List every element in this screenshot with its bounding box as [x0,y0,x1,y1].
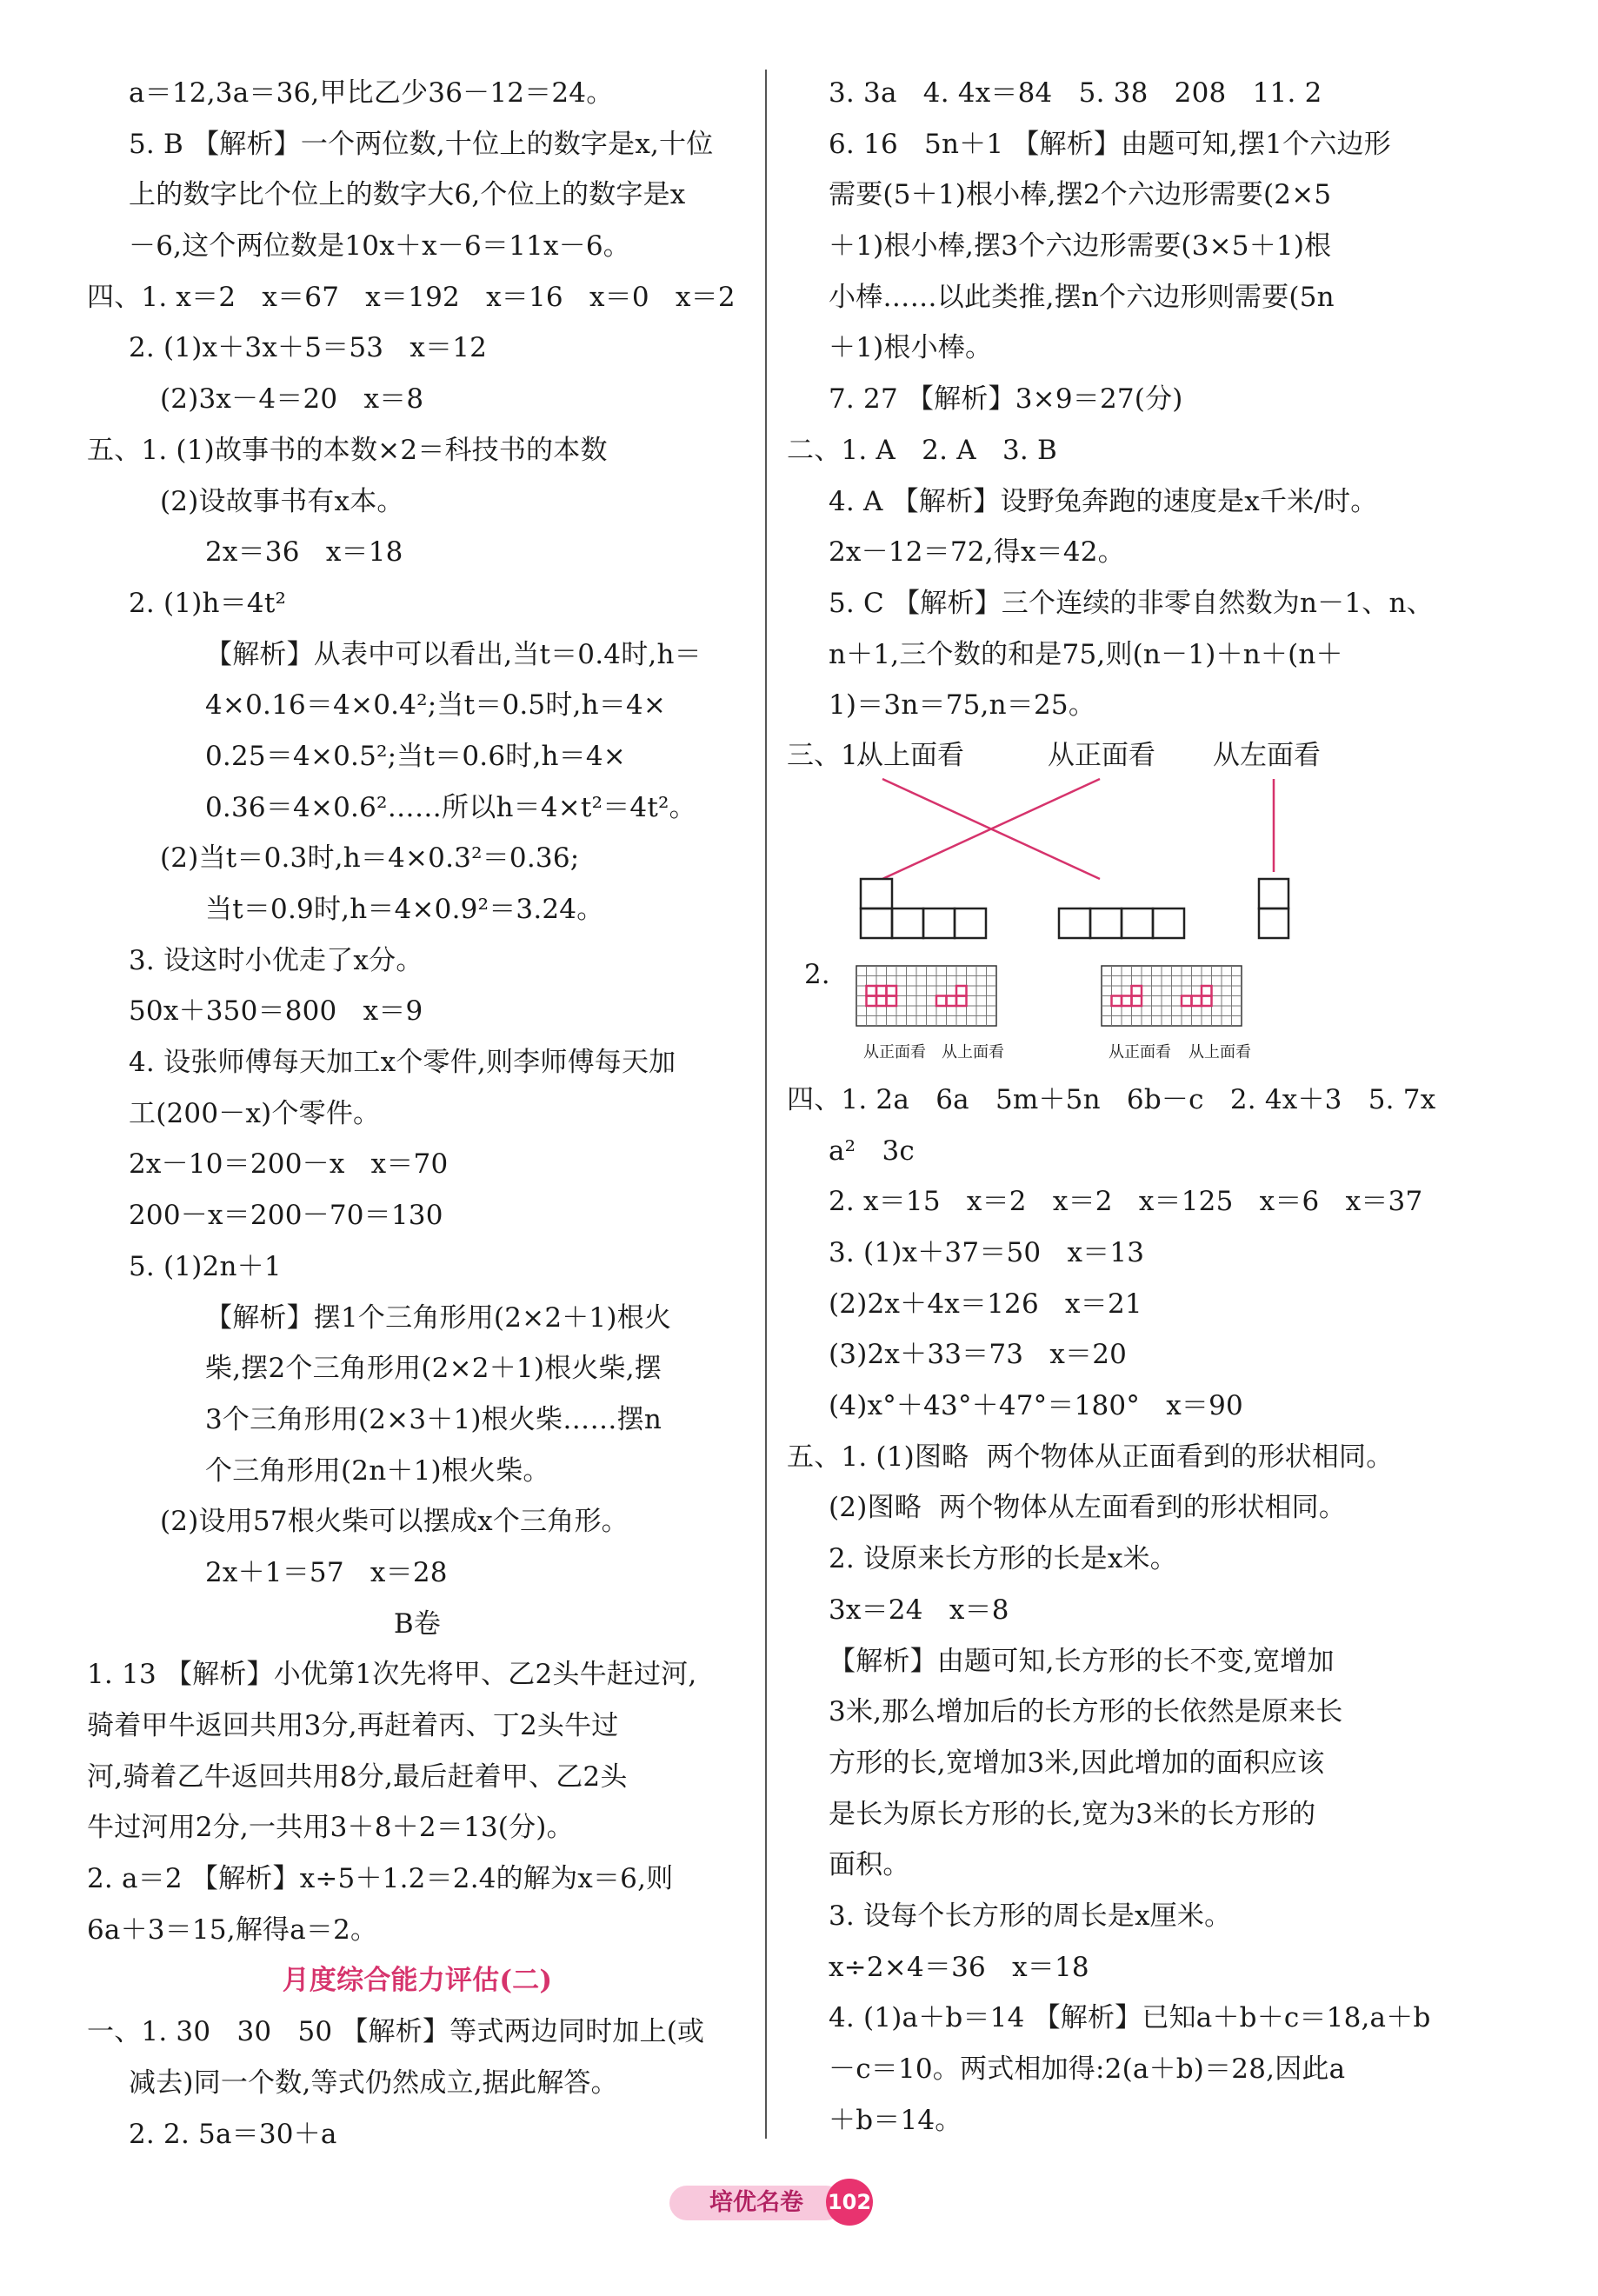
label-view-front: 从正面看 [1048,739,1155,771]
right-top-line-12: 1)＝3n＝75,n＝25。 [829,689,1096,722]
right-bottom-line-7: 五、1. (1)图略 两个物体从正面看到的形状相同。 [787,1441,1394,1473]
label-view-left: 从左面看 [1213,739,1321,771]
right-top-line-11: n＋1,三个数的和是75,则(n－1)＋n＋(n＋ [829,638,1343,670]
grid-label-front-b: 从正面看 [1109,1042,1171,1061]
shape-row-view [1059,908,1184,938]
left-line-10: 2. (1)h＝4t² [129,587,287,619]
grid-highlight-cell [947,995,957,1006]
left-line-36: 6a＋3＝15,解得a＝2。 [87,1913,378,1946]
left-line-34: 牛过河用2分,一共用3＋8＋2＝13(分)。 [87,1812,574,1844]
grid-highlight-cell [876,995,887,1006]
grid-highlight-cell [876,986,887,996]
right-top-line-3: ＋1)根小棒,摆3个六边形需要(3×5＋1)根 [829,230,1332,263]
grid-highlight-cell [1202,995,1212,1006]
right-bottom-line-11: 【解析】由题可知,长方形的长不变,宽增加 [829,1645,1335,1677]
left-line-11: 【解析】从表中可以看出,当t＝0.4时,h＝ [205,638,702,670]
left-line-40: 2. 2. 5a＝30＋a [129,2118,337,2150]
left-line-28: (2)设用57根火柴可以摆成x个三角形。 [160,1506,629,1538]
q2-number: 2. [804,958,830,990]
shape-l-view [861,879,986,938]
grid-highlight-cell [887,986,897,996]
left-line-19: 4. 设张师傅每天加工x个零件,则李师傅每天加 [129,1047,676,1079]
right-bottom-line-14: 是长为原长方形的长,宽为3米的长方形的 [829,1798,1316,1830]
right-bottom-line-3: 3. (1)x＋37＝50 x＝13 [829,1237,1145,1268]
q1-number: 三、1. [787,739,867,771]
right-top-lines [787,68,1456,731]
left-line-9: 2x＝36 x＝18 [205,536,403,569]
left-line-1: 5. B 【解析】一个两位数,十位上的数字是x,十位 [129,128,714,160]
left-line-27: 个三角形用(2n＋1)根火柴。 [205,1454,550,1487]
grid-highlight-cell [1202,986,1212,996]
right-bottom-line-13: 方形的长,宽增加3米,因此增加的面积应该 [829,1747,1325,1779]
left-line-29: 2x＋1＝57 x＝28 [205,1556,448,1588]
grid-highlight-cell [1112,995,1122,1006]
three-view-svg [787,731,1456,1075]
label-view-top: 从上面看 [856,739,964,771]
grid-diagram-a [856,966,996,1026]
left-line-35: 2. a＝2 【解析】x÷5＋1.2＝2.4的解为x＝6,则 [87,1863,674,1895]
left-line-32: 骑着甲牛返回共用3分,再赶着丙、丁2头牛过 [87,1710,619,1741]
footer-brand: 培优名卷 [669,2186,843,2220]
left-line-22: 200－x＝200－70＝130 [129,1200,443,1232]
right-bottom-line-8: (2)图略 两个物体从左面看到的形状相同。 [829,1492,1347,1524]
grid-highlight-cell [1132,995,1142,1006]
right-bottom-line-2: 2. x＝15 x＝2 x＝2 x＝125 x＝6 x＝37 [829,1186,1423,1218]
right-bottom-line-0: 四、1. 2a 6a 5m＋5n 6b－c 2. 4x＋3 5. 7x [787,1083,1436,1115]
left-line-33: 河,骑着乙牛返回共用8分,最后赶着甲、乙2头 [87,1760,628,1793]
grid-diagram-b [1102,966,1242,1026]
left-line-3: －6,这个两位数是10x＋x－6＝11x－6。 [129,230,630,263]
left-line-30: B卷 [393,1607,442,1640]
grid-label-front-a: 从正面看 [863,1042,926,1061]
left-line-6: (2)3x－4＝20 x＝8 [160,383,424,416]
left-line-31: 1. 13 【解析】小优第1次先将甲、乙2头牛赶过河, [87,1659,697,1691]
page-number: 102 [826,2179,873,2226]
left-line-21: 2x－10＝200－x x＝70 [129,1148,449,1181]
right-bottom-line-16: 3. 设每个长方形的周长是x厘米。 [829,1900,1232,1932]
grid-highlight-cell [956,986,967,996]
right-top-line-5: ＋1)根小棒。 [829,332,993,364]
left-line-17: 3. 设这时小优走了x分。 [129,944,423,976]
left-line-39: 减去)同一个数,等式仍然成立,据此解答。 [129,2066,618,2099]
grid-highlight-cell [867,995,877,1006]
left-line-5: 2. (1)x＋3x＋5＝53 x＝12 [129,332,488,364]
grid-highlight-cell [887,995,897,1006]
left-line-25: 柴,摆2个三角形用(2×2＋1)根火柴,摆 [205,1353,662,1385]
column-divider [765,70,767,2139]
right-column [787,68,1456,2146]
left-line-16: 当t＝0.9时,h＝4×0.9²＝3.24。 [205,894,604,925]
right-bottom-line-18: 4. (1)a＋b＝14 【解析】已知a＋b＋c＝18,a＋b [829,2002,1431,2034]
right-top-line-7: 二、1. A 2. A 3. B [787,434,1057,466]
right-bottom-line-10: 3x＝24 x＝8 [829,1594,1009,1626]
grid-label-top-a: 从上面看 [942,1042,1004,1061]
left-line-24: 【解析】摆1个三角形用(2×2＋1)根火 [205,1301,672,1334]
right-bottom-line-19: －c＝10。两式相加得:2(a＋b)＝28,因此a [829,2053,1346,2085]
right-top-line-0: 3. 3a 4. 4x＝84 5. 38 208 11. 2 [829,77,1322,109]
left-line-38: 一、1. 30 30 50 【解析】等式两边同时加上(或 [87,2016,705,2048]
grid-highlight-cell [1182,995,1192,1006]
left-line-37: 月度综合能力评估(二) [282,1965,553,1997]
left-line-26: 3个三角形用(2×3＋1)根火柴……摆n [205,1403,663,1435]
grid-highlight-cell [867,986,877,996]
grid-highlight-cell [1192,995,1202,1006]
right-bottom-line-17: x÷2×4＝36 x＝18 [829,1951,1089,1983]
right-bottom-line-5: (3)2x＋33＝73 x＝20 [829,1339,1128,1371]
grid-highlight-cell [936,995,947,1006]
left-line-14: 0.36＝4×0.6²……所以h＝4×t²＝4t²。 [205,791,696,823]
right-top-line-10: 5. C 【解析】三个连续的非零自然数为n－1、n、 [829,587,1434,619]
right-bottom-line-1: a² 3c [829,1135,915,1167]
left-line-18: 50x＋350＝800 x＝9 [129,995,423,1028]
left-line-4: 四、1. x＝2 x＝67 x＝192 x＝16 x＝0 x＝2 [87,281,736,313]
left-line-20: 工(200－x)个零件。 [129,1097,381,1129]
right-bottom-line-20: ＋b＝14。 [829,2104,962,2136]
left-line-0: a＝12,3a＝36,甲比乙少36－12＝24。 [129,77,614,109]
right-top-line-1: 6. 16 5n＋1 【解析】由题可知,摆1个六边形 [829,128,1391,160]
grid-label-top-b: 从上面看 [1189,1042,1251,1061]
grid-highlight-cell [1122,995,1132,1006]
right-bottom-line-6: (4)x°＋43°＋47°＝180° x＝90 [829,1390,1243,1422]
right-bottom-lines [787,1075,1456,2146]
right-top-line-9: 2x－12＝72,得x＝42。 [829,536,1125,569]
right-bottom-line-4: (2)2x＋4x＝126 x＝21 [829,1288,1142,1320]
right-top-line-2: 需要(5＋1)根小棒,摆2个六边形需要(2×5 [829,179,1332,211]
grid-highlight-cell [956,995,967,1006]
left-line-2: 上的数字比个位上的数字大6,个位上的数字是x [129,179,686,211]
left-line-7: 五、1. (1)故事书的本数×2＝科技书的本数 [87,434,608,466]
three-view-figure [787,731,1456,1075]
right-bottom-line-9: 2. 设原来长方形的长是x米。 [829,1543,1177,1575]
left-column [87,68,748,2160]
left-line-15: (2)当t＝0.3时,h＝4×0.3²＝0.36; [160,842,580,875]
right-bottom-line-12: 3米,那么增加后的长方形的长依然是原来长 [829,1696,1343,1728]
right-top-line-8: 4. A 【解析】设野兔奔跑的速度是x千米/时。 [829,485,1378,517]
right-top-line-4: 小棒……以此类推,摆n个六边形则需要(5n [829,281,1335,313]
left-line-23: 5. (1)2n＋1 [129,1250,282,1282]
grid-highlight-cell [1132,986,1142,996]
right-top-line-6: 7. 27 【解析】3×9＝27(分) [829,383,1183,416]
right-bottom-line-15: 面积。 [829,1849,910,1881]
left-line-8: (2)设故事书有x本。 [160,485,404,517]
shape-column-view [1259,879,1288,938]
page-footer [669,2179,930,2224]
left-line-12: 4×0.16＝4×0.4²;当t＝0.5时,h＝4× [205,689,667,722]
left-line-13: 0.25＝4×0.5²;当t＝0.6时,h＝4× [205,740,626,772]
